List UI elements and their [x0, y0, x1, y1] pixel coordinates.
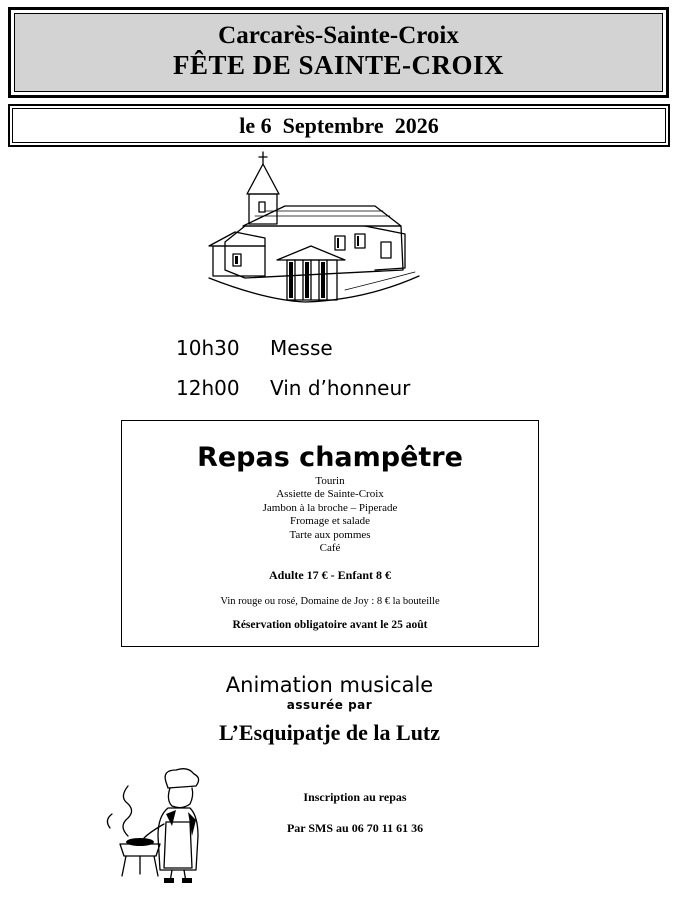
- menu-item: Café: [319, 542, 341, 555]
- menu-reservation: Réservation obligatoire avant le 25 août: [232, 619, 428, 632]
- schedule-time: 10h30: [176, 336, 240, 360]
- date-banner: [8, 104, 670, 147]
- title-banner: [8, 7, 669, 98]
- menu-title: Repas champêtre: [197, 442, 463, 473]
- town-name: Carcarès-Sainte-Croix: [218, 22, 459, 49]
- music-section: [0, 672, 659, 748]
- contact-heading: Inscription au repas: [303, 790, 407, 804]
- menu-wine: Vin rouge ou rosé, Domaine de Joy : 8 € la bouteille: [220, 596, 440, 608]
- menu-item: Tourin: [315, 475, 345, 487]
- contact-phone: Par SMS au 06 70 11 61 36: [286, 821, 424, 835]
- band-name: L’Esquipatje de la Lutz: [218, 720, 441, 745]
- menu-items: [122, 475, 538, 555]
- chef-cooking-illustration: [102, 766, 212, 884]
- schedule: [176, 334, 410, 414]
- schedule-event: Vin d’honneur: [270, 376, 411, 400]
- menu-item: Assiette de Sainte-Croix: [276, 488, 384, 501]
- menu-item: Jambon à la broche – Piperade: [262, 501, 398, 514]
- church-illustration: [205, 150, 420, 310]
- menu-item: Fromage et salade: [289, 515, 371, 528]
- schedule-row: [176, 374, 410, 414]
- music-heading: Animation musicale: [225, 673, 434, 697]
- schedule-event: Messe: [270, 336, 333, 360]
- schedule-row: [176, 334, 410, 374]
- music-subheading: assurée par: [286, 698, 373, 712]
- menu-price: Adulte 17 € - Enfant 8 €: [268, 568, 391, 583]
- contact-info: [240, 789, 470, 836]
- menu-box: [121, 420, 539, 647]
- event-date: le 6 Septembre 2026: [12, 108, 666, 143]
- menu-item: Tarte aux pommes: [289, 528, 371, 541]
- title-panel: [14, 13, 663, 92]
- schedule-time: 12h00: [176, 376, 240, 400]
- event-title: FÊTE DE SAINTE-CROIX: [172, 50, 505, 80]
